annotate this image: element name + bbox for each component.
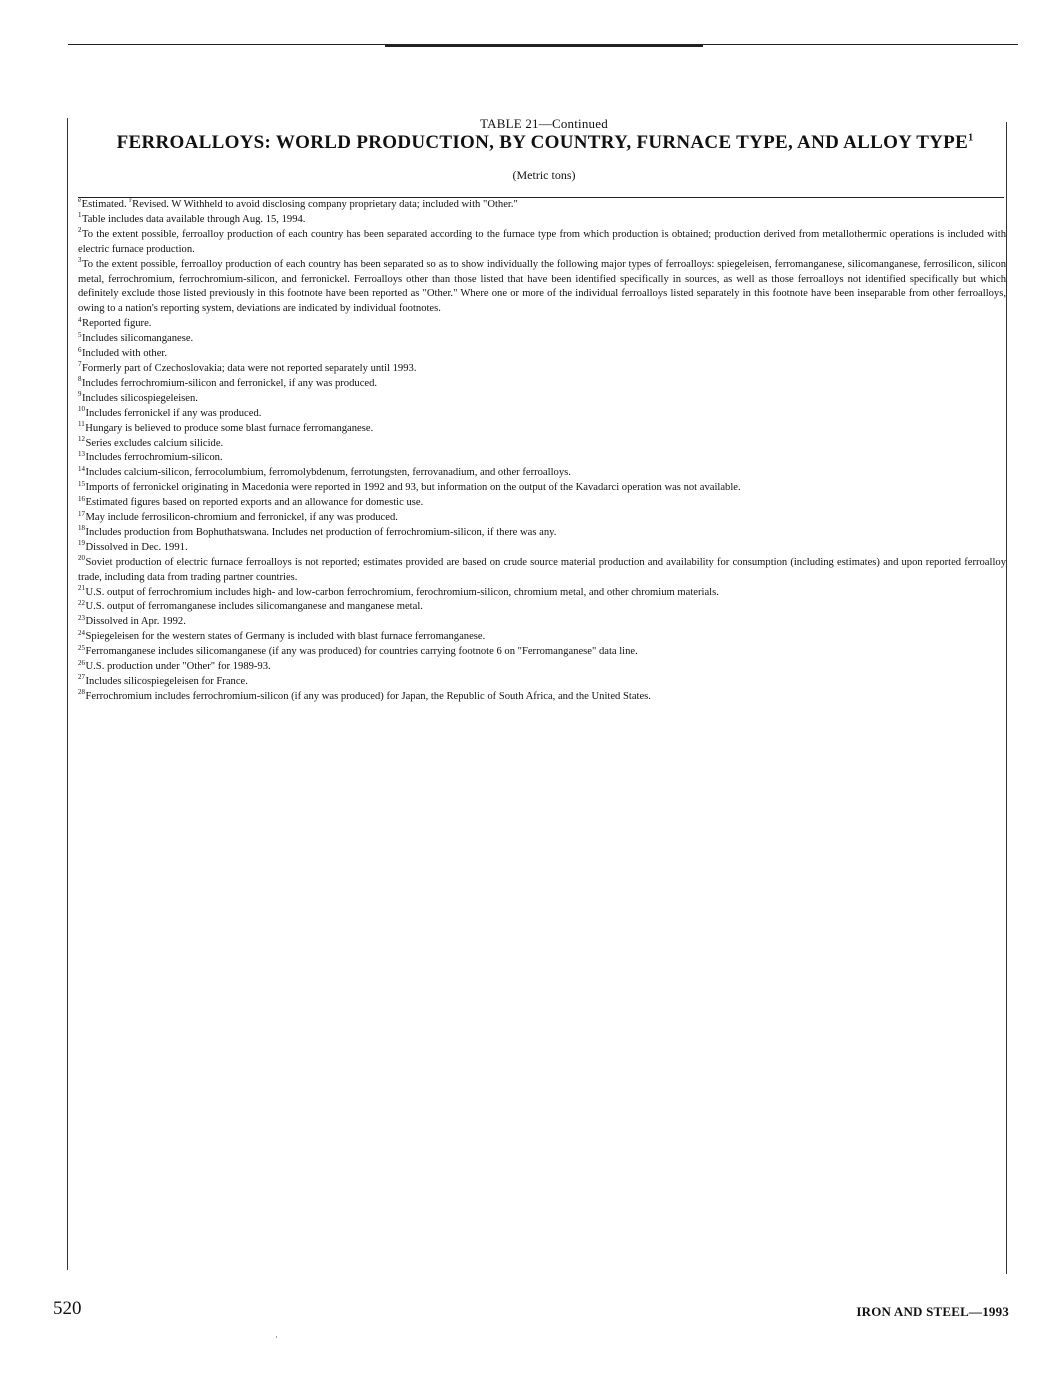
footnote-text: Series excludes calcium silicide. xyxy=(85,437,224,449)
footnote-text: Ferromanganese includes silicomanganese (if any was produced) for countries carrying footnote 6 on "Ferromanganese" data line. xyxy=(85,646,638,658)
footnote-mark: 14 xyxy=(78,464,85,473)
footnote-mark: 22 xyxy=(78,598,85,607)
footnote xyxy=(78,496,1006,511)
footnote xyxy=(78,645,1006,660)
footnote-mark: 4 xyxy=(78,315,82,324)
footnote-mark: e xyxy=(78,196,82,205)
footnote xyxy=(78,377,1006,392)
footnote xyxy=(78,660,1006,675)
running-footer-title: IRON AND STEEL—1993 xyxy=(856,1304,1009,1319)
footnote-mark: 10 xyxy=(78,405,85,414)
footnote-mark: 13 xyxy=(78,449,85,458)
footnote-mark: 24 xyxy=(78,628,85,637)
footnote-text: Includes calcium-silicon, ferrocolumbium, ferromolybdenum, ferrotungsten, ferrovanadium, and other ferroalloys. xyxy=(85,467,571,479)
footnote-mark: 16 xyxy=(78,494,85,503)
footnote-text: Includes ferrochromium-silicon. xyxy=(85,452,223,464)
footnotes-list xyxy=(78,198,1006,705)
footnote-mark: 25 xyxy=(78,643,85,652)
footnote-text: May include ferrosilicon-chromium and ferronickel, if any was produced. xyxy=(85,512,398,524)
footnote xyxy=(78,228,1006,258)
footnote-mark: 3 xyxy=(78,256,82,265)
footnote-text: To the extent possible, ferroalloy production of each country has been separated so as to show individually the following major types of ferroalloys: spiegeleisen, ferromanganese, silicomanganese, ferrosilicon, silicon metal, ferrochromium, ferrochromium-silicon, and ferronickel. Ferroalloys other than those listed that have been identified specifically in sources, as well as those ferroalloys not identified specifically but which definitely exclude those listed previously in this footnote have been reported as "Other." Where one or more of the individual ferroalloys listed separately in this footnote have been inseparable from other ferroalloys, owing to a nation's reporting system, deviations are indicated by individual footnotes. xyxy=(78,258,1006,315)
footnote xyxy=(78,317,1006,332)
footnote-text: Table includes data available through Aug. 15, 1994. xyxy=(82,213,306,225)
footnote xyxy=(78,434,1006,452)
footnote-mark: 17 xyxy=(78,509,85,518)
footnote-mark-revised: r xyxy=(129,196,132,205)
footnote-mark: 5 xyxy=(78,330,82,339)
table-label: TABLE 21—Continued xyxy=(480,116,608,131)
footnote-text: Formerly part of Czechoslovakia; data were not reported separately until 1993. xyxy=(82,362,417,374)
footnote-mark: 1 xyxy=(78,211,82,220)
footnote-text: Estimated. xyxy=(81,199,130,210)
footnote-line-first xyxy=(78,198,1006,213)
table-title-footnote-mark: 1 xyxy=(968,132,974,144)
footnote-text: Estimated figures based on reported exports and an allowance for domestic use. xyxy=(85,497,424,509)
table-title xyxy=(80,132,1010,154)
footnote-text: Soviet production of electric furnace ferroalloys is not reported; estimates provided are based on crude source material production and availability for consumption (including estimates) and upon reported ferroalloy trade, including data from trading partner countries. xyxy=(78,556,1006,583)
footnote-mark: 8 xyxy=(78,375,82,384)
footnote-mark: 11 xyxy=(78,420,85,429)
scan-speck xyxy=(276,1336,277,1338)
footnote-mark: 7 xyxy=(78,360,82,369)
footnote-text: U.S. output of ferromanganese includes silicomanganese and manganese metal. xyxy=(85,601,423,613)
footnote xyxy=(78,526,1006,541)
right-margin-rule xyxy=(1006,122,1007,1274)
footnote xyxy=(78,586,1006,601)
footnote xyxy=(78,556,1006,586)
footnote-text-withheld: W Withheld to avoid disclosing company proprietary data; included with "Other." xyxy=(171,199,518,210)
footnote-text: Spiegeleisen for the western states of Germany is included with blast furnace ferromanganese. xyxy=(85,631,486,643)
table-units: (Metric tons) xyxy=(512,168,576,182)
footnote-mark: 6 xyxy=(78,345,82,354)
footnote-text: Includes silicomanganese. xyxy=(82,333,194,345)
footnote-mark: 20 xyxy=(78,554,85,563)
footnote xyxy=(78,422,1006,437)
footnote xyxy=(78,332,1006,347)
footnote xyxy=(78,600,1006,615)
footnote-text: Included with other. xyxy=(82,348,168,360)
footnote-text: Imports of ferronickel originating in Macedonia were reported in 1992 and 93, but information on the output of the Kavadarci operation was not available. xyxy=(85,482,741,494)
footnote-mark: 26 xyxy=(78,658,85,667)
footnote xyxy=(78,675,1006,690)
footnote-text: U.S. production under "Other" for 1989-93. xyxy=(85,661,271,673)
footnote-text: Hungary is believed to produce some blast furnace ferromanganese. xyxy=(85,422,374,434)
footnote-mark: 2 xyxy=(78,226,82,235)
footnote-text: Includes silicospiegeleisen. xyxy=(82,392,198,404)
footnote xyxy=(78,258,1006,318)
footnote-text: Dissolved in Dec. 1991. xyxy=(85,541,188,553)
page-number: 520 xyxy=(53,1298,82,1319)
footnote-mark: 27 xyxy=(78,673,85,682)
footnote-text: Includes production from Bophuthatswana. Includes net production of ferrochromium-silicon, if there was any. xyxy=(85,526,557,538)
top-rule-accent xyxy=(385,44,703,47)
footnote-mark: 23 xyxy=(78,613,85,622)
footnote-text: Dissolved in Apr. 1992. xyxy=(85,616,186,628)
footnote-mark: 12 xyxy=(78,434,85,443)
footnote-text: Includes silicospiegeleisen for France. xyxy=(85,676,248,687)
footnote xyxy=(78,347,1006,362)
footnote xyxy=(78,615,1006,630)
footnote-mark: 19 xyxy=(78,539,85,548)
footnote-mark: 9 xyxy=(78,390,82,399)
footnote-text: Includes ferronickel if any was produced. xyxy=(85,407,262,419)
footnote xyxy=(78,213,1006,228)
footnote-mark: 15 xyxy=(78,479,85,488)
footnote xyxy=(78,541,1006,556)
footnote xyxy=(78,690,1006,705)
footnote xyxy=(78,392,1006,407)
footnote-text: U.S. output of ferrochromium includes high- and low-carbon ferrochromium, ferochromium-silicon, chromium metal, and other chromium materials. xyxy=(85,586,719,598)
footnote xyxy=(78,466,1006,481)
footnote xyxy=(78,362,1006,377)
footnote xyxy=(78,511,1006,526)
footnote xyxy=(78,481,1006,496)
footnote-mark: 21 xyxy=(78,584,85,593)
footnote-text: Ferrochromium includes ferrochromium-silicon (if any was produced) for Japan, the Republic of South Africa, and the United States. xyxy=(85,690,651,702)
footnote-text: Reported figure. xyxy=(82,318,152,330)
footnote-text: To the extent possible, ferroalloy production of each country has been separated according to the furnace type from which production is obtained; production derived from metallothermic operations is included with electric furnace production. xyxy=(78,228,1006,255)
footnote-mark: 28 xyxy=(78,688,85,697)
footnote xyxy=(78,451,1006,466)
footnote-text: Includes ferrochromium-silicon and ferronickel, if any was produced. xyxy=(82,377,378,389)
footnote-text-revised: Revised. xyxy=(132,199,172,210)
left-margin-rule xyxy=(67,118,68,1270)
table-title-text: FERROALLOYS: WORLD PRODUCTION, BY COUNTRY, FURNACE TYPE, AND ALLOY TYPE xyxy=(116,132,969,153)
footnote-mark: 18 xyxy=(78,524,85,533)
footnote xyxy=(78,407,1006,422)
footnote xyxy=(78,630,1006,645)
